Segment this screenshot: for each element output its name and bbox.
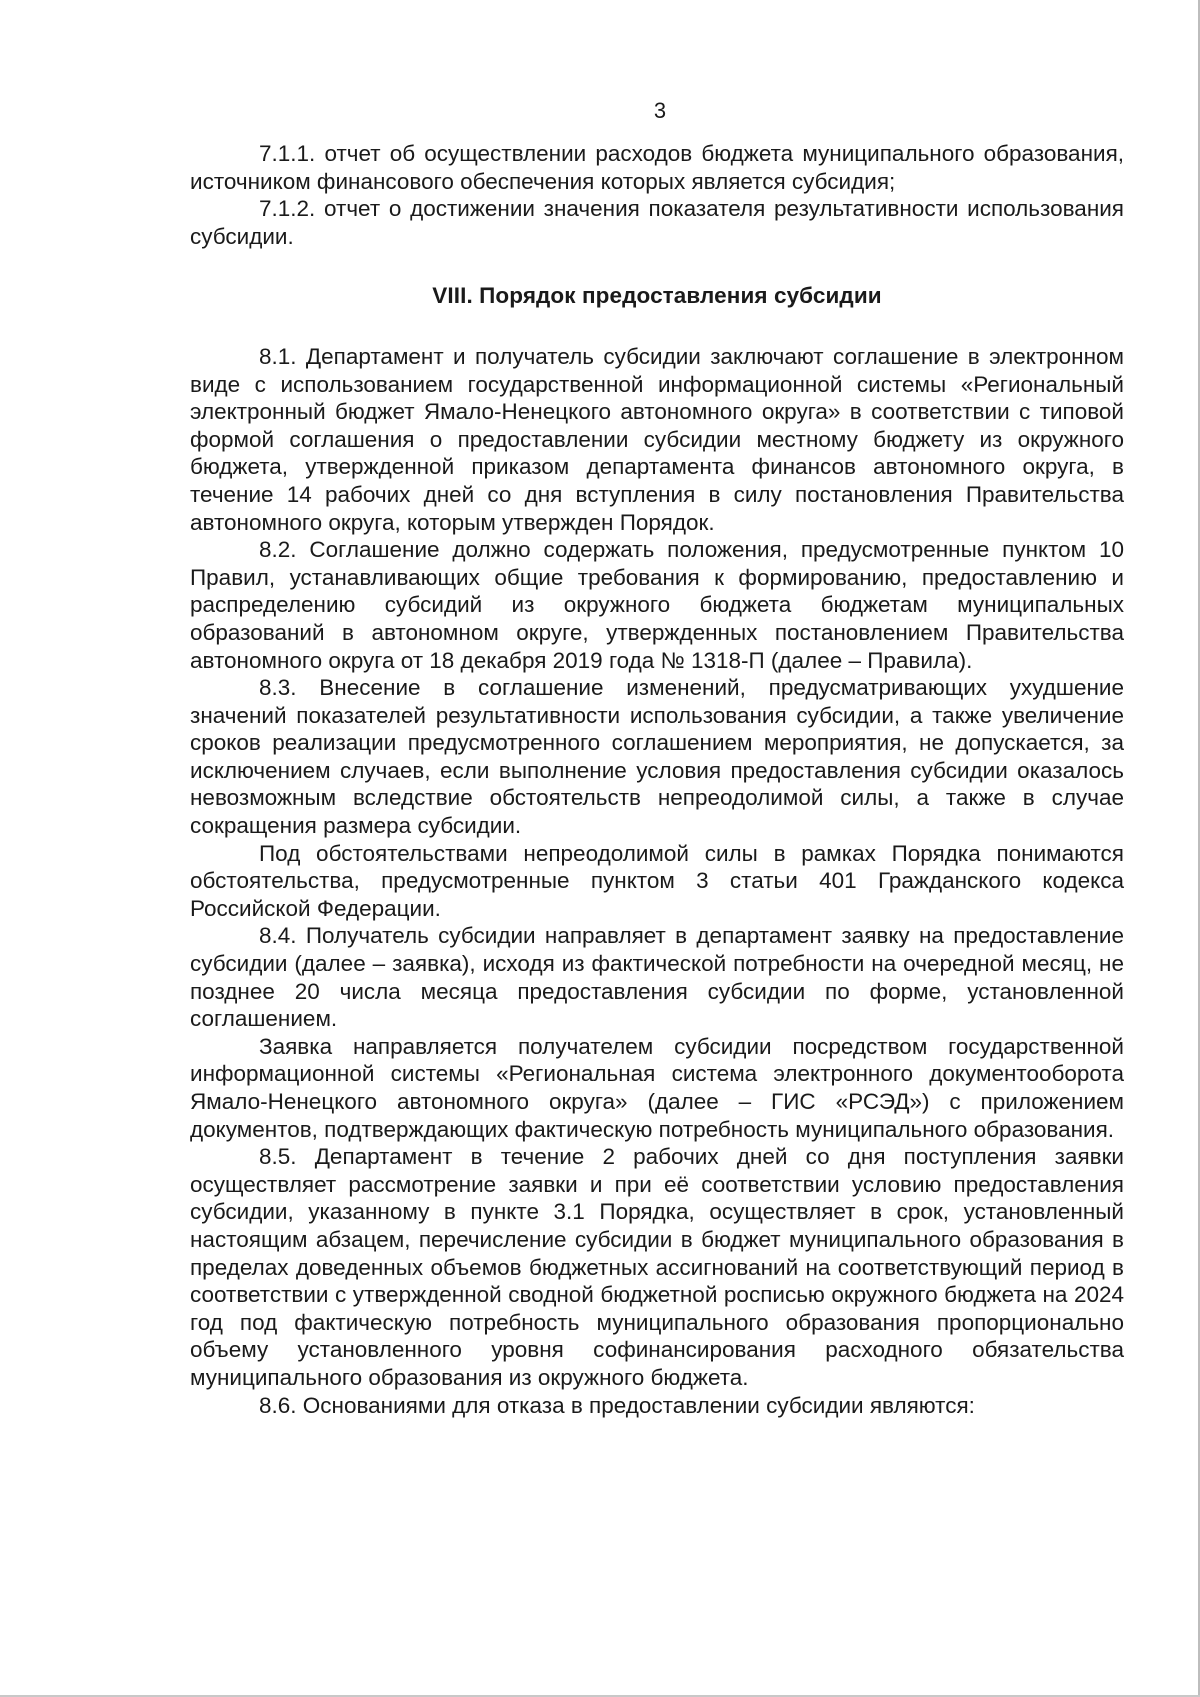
page-number: 3 xyxy=(653,98,667,123)
paragraph-force-majeure: Под обстоятельствами непреодолимой силы в рамках Порядка понимаются обстоятельства, предусмотренные пунктом 3 статьи 401 Гражданского кодекса Российской Федерации. xyxy=(190,840,1124,921)
paragraph-8-4: 8.4. Получатель субсидии направляет в департамент заявку на предоставление субсидии (далее – заявка), исходя из фактической потребности на очередной месяц, не позднее 20 числа месяца предоставления субсидии по форме, установленной соглашением. xyxy=(190,923,1124,1032)
paragraph-8-5: 8.5. Департамент в течение 2 рабочих дней со дня поступления заявки осуществляет рассмотрение заявки и при её соответствии условию предоставления субсидии, указанному в пункте 3.1 Порядка, осуществляет в срок, установленный настоящим абзацем, перечисление субсидии в бюджет муниципального образования в пределах доведенных объемов бюджетных ассигнований на соответствующий период в соответствии с утвержденной сводной бюджетной росписью окружного бюджета на 2024 год под фактическую потребность муниципального образования пропорционально объему установленного уровня софинансирования расходного обязательства муниципального образования из окружного бюджета. xyxy=(190,1144,1124,1390)
paragraph-8-3: 8.3. Внесение в соглашение изменений, предусматривающих ухудшение значений показателей результативности использования субсидии, а также увеличение сроков реализации предусмотренного соглашением мероприятия, не допускается, за исключением случаев, если выполнение условия предоставления субсидии оказалось невозможным вследствие обстоятельств непреодолимой силы, а также в случае сокращения размера субсидии. xyxy=(190,675,1124,839)
paragraph-8-1: 8.1. Департамент и получатель субсидии заключают соглашение в электронном виде с использованием государственной информационной системы «Региональный электронный бюджет Ямало-Ненецкого автономного округа» в соответствии с типовой формой соглашения о предоставлении субсидии местному бюджету из окружного бюджета, утвержденной приказом департамента финансов автономного округа, в течение 14 рабочих дней со дня вступления в силу постановления Правительства автономного округа, которым утвержден Порядок. xyxy=(190,343,1124,535)
section-heading: VIII. Порядок предоставления субсидии xyxy=(432,283,882,309)
document-body xyxy=(190,140,1124,1419)
paragraph-8-2: 8.2. Соглашение должно содержать положения, предусмотренные пунктом 10 Правил, устанавливающих общие требования к формированию, предоставлению и распределению субсидий из окружного бюджета бюджетам муниципальных образований в автономном округе, утвержденных постановлением Правительства автономного округа от 18 декабря 2019 года № 1318-П (далее – Правила). xyxy=(190,537,1124,673)
paragraph-7-1-1: 7.1.1. отчет об осуществлении расходов бюджета муниципального образования, источником финансового обеспечения которых является субсидия; xyxy=(190,141,1124,194)
paragraph-application: Заявка направляется получателем субсидии посредством государственной информационной системы «Региональная система электронного документооборота Ямало-Ненецкого автономного округа» (далее – ГИС «РСЭД») с приложением документов, подтверждающих фактическую потребность муниципального образования. xyxy=(190,1033,1124,1142)
paragraph-8-6: 8.6. Основаниями для отказа в предоставлении субсидии являются: xyxy=(259,1392,975,1418)
paragraph-7-1-2: 7.1.2. отчет о достижении значения показателя результативности использования субсидии. xyxy=(190,196,1124,249)
